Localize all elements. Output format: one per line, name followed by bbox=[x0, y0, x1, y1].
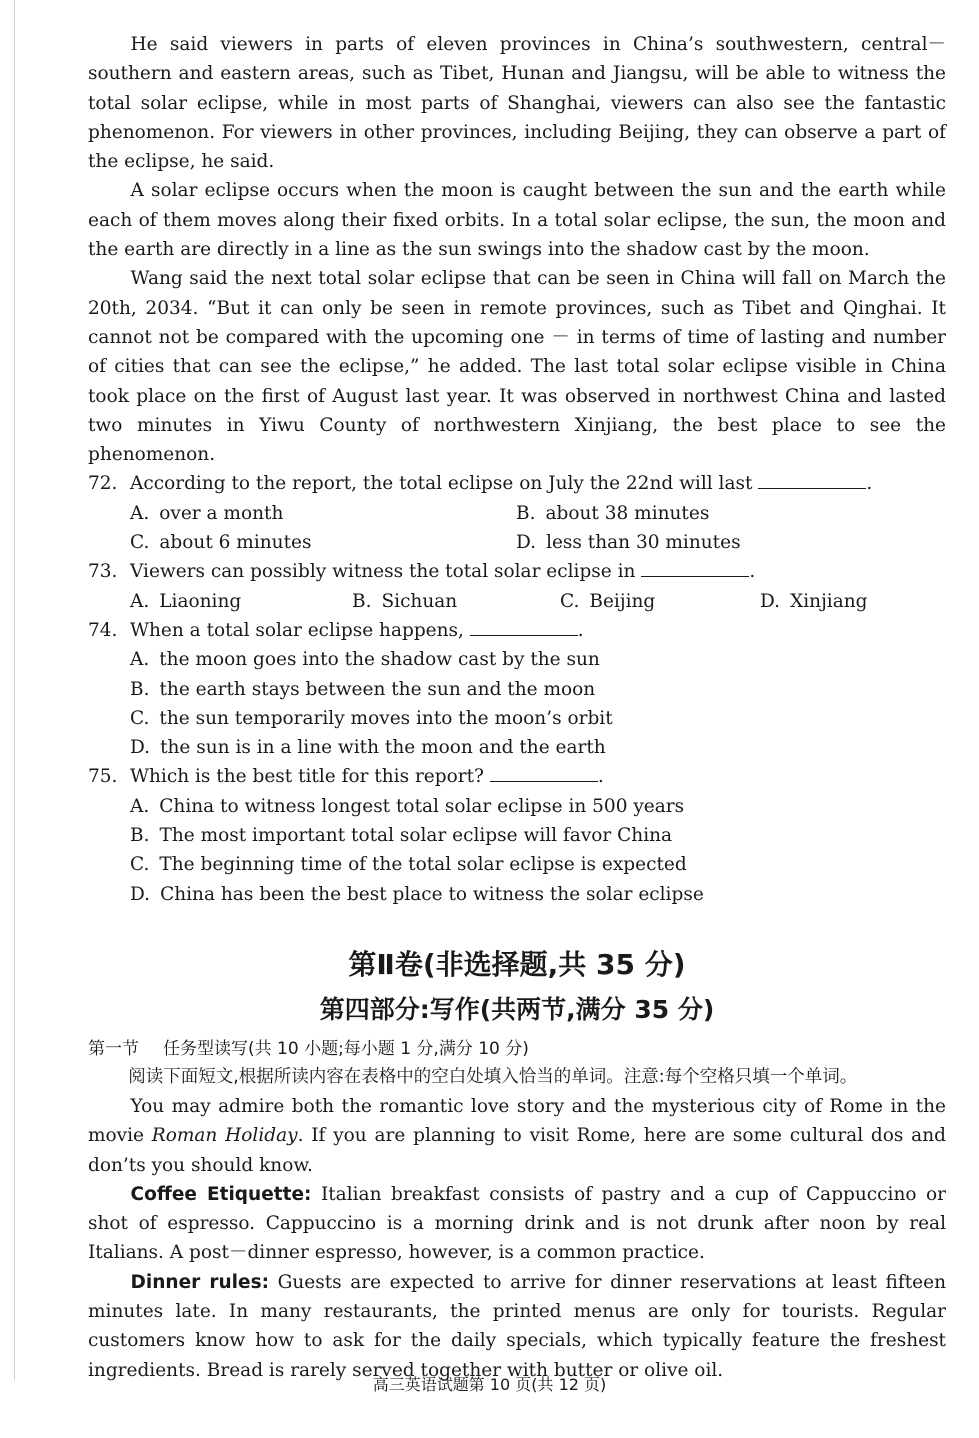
dinner-heading: Dinner rules bbox=[130, 1271, 262, 1293]
part-title: 第四部分:写作(共两节,满分 35 分) bbox=[319, 994, 715, 1024]
option-text: Beijing bbox=[589, 590, 656, 612]
option-letter: B. bbox=[516, 502, 536, 524]
answer-blank bbox=[641, 560, 749, 577]
option-text: The most important total solar eclipse will favor China bbox=[159, 825, 673, 847]
margin-line bbox=[14, 0, 15, 1380]
option-text: The beginning time of the total solar eclipse is expected bbox=[159, 854, 687, 876]
option-letter: B. bbox=[130, 678, 150, 700]
passage-paragraph-2: A solar eclipse occurs when the moon is caught between the sun and the earth while each of them moves along their fixed orbits. In a total solar eclipse, the sun, the moon and the earth are directly in a line as the sun swings into the shadow cast by the moon. bbox=[88, 180, 946, 261]
passage-paragraph-3: Wang said the next total solar eclipse that can be seen in China will fall on March the 20th, 2034. “But it can only be seen in remote provinces, such as Tibet and Qinghai. It cannot not be compared with the upcoming one － in terms of time of lasting and number of cities that can see the eclipse,” he added. The last total solar eclipse visible in China took place on the first of August last year. It was observed in northwest China and lasted two minutes in Yiwu County of northwestern Xinjiang, the best place to see the phenomenon. bbox=[88, 268, 946, 466]
option-a bbox=[130, 587, 352, 616]
dinner-text: Guests are expected to arrive for dinner reservations at least fifteen minutes late. In many restaurants, the printed menus are only for tourists. Regular customers know how to ask for the daily specials, which typically feature the freshest ingredients. Bread is rarely served together with butter or olive oil. bbox=[88, 1271, 946, 1381]
intro-text-end: . If you are planning to visit Rome, here are some cultural dos and don’ts you should know. bbox=[88, 1125, 946, 1176]
coffee-heading: Coffee Etiquette bbox=[130, 1183, 305, 1205]
option-text: the moon goes into the shadow cast by the sun bbox=[159, 649, 600, 671]
option-letter: A. bbox=[130, 590, 150, 612]
option-letter: D. bbox=[516, 532, 537, 554]
passage2-intro bbox=[88, 1092, 946, 1180]
section-title: 任务型读写(共 10 小题;每小题 1 分,满分 10 分) bbox=[163, 1038, 529, 1059]
option-letter: C. bbox=[130, 707, 150, 729]
options-75 bbox=[88, 792, 946, 909]
question-number: 75. bbox=[88, 766, 118, 788]
option-letter: C. bbox=[130, 532, 150, 554]
option-letter: A. bbox=[130, 502, 150, 524]
question-end: . bbox=[749, 561, 756, 583]
passage-paragraph-1: He said viewers in parts of eleven provinces in China’s southwestern, central－southern and eastern areas, such as Tibet, Hunan and Jiangsu, will be able to witness the total solar eclipse, while in most parts of Shanghai, viewers can also see the fantastic phenomenon. For viewers in other provinces, including Beijing, they can observe a part of the eclipse, he said. bbox=[88, 34, 946, 173]
option-c bbox=[560, 587, 760, 616]
option-b bbox=[352, 587, 560, 616]
answer-blank bbox=[470, 619, 578, 636]
question-75 bbox=[88, 762, 946, 791]
option-text: less than 30 minutes bbox=[546, 532, 741, 554]
option-b bbox=[516, 499, 902, 528]
option-letter: B. bbox=[352, 590, 372, 612]
section-instruction: 阅读下面短文,根据所读内容在表格中的空白处填入恰当的单词。注意:每个空格只填一个单词。 bbox=[128, 1066, 858, 1087]
options-72 bbox=[88, 499, 946, 558]
option-text: the sun temporarily moves into the moon’s orbit bbox=[159, 707, 613, 729]
question-73 bbox=[88, 557, 946, 586]
question-end: . bbox=[866, 473, 873, 495]
option-text: about 6 minutes bbox=[159, 532, 312, 554]
question-stem: Viewers can possibly witness the total solar eclipse in bbox=[130, 561, 636, 583]
answer-blank bbox=[758, 472, 866, 489]
intro-text: You may admire both the romantic love story and the mysterious city of Rome in the movie bbox=[88, 1095, 946, 1147]
question-stem: Which is the best title for this report? bbox=[130, 766, 484, 788]
section-label: 第一节 bbox=[88, 1038, 139, 1059]
option-d bbox=[130, 880, 946, 909]
option-letter: B. bbox=[130, 825, 150, 847]
option-text: China has been the best place to witness the solar eclipse bbox=[160, 883, 704, 905]
option-a bbox=[130, 645, 946, 674]
option-letter: D. bbox=[130, 883, 151, 905]
option-letter: C. bbox=[560, 590, 580, 612]
option-text: Liaoning bbox=[159, 590, 242, 612]
option-c bbox=[130, 528, 516, 557]
option-b bbox=[130, 675, 946, 704]
question-end: . bbox=[577, 619, 584, 641]
section-heading bbox=[88, 1035, 946, 1063]
question-72 bbox=[88, 469, 946, 498]
option-text: the earth stays between the sun and the moon bbox=[159, 678, 596, 700]
question-number: 72. bbox=[88, 473, 118, 495]
question-stem: According to the report, the total eclipse on July the 22nd will last bbox=[130, 473, 753, 495]
options-73 bbox=[88, 587, 946, 616]
option-text: about 38 minutes bbox=[545, 502, 710, 524]
option-d bbox=[760, 587, 940, 616]
dinner-paragraph: Dinner rules: Guests are expected to arrive for dinner reservations at least fifteen minutes late. In many restaurants, the printed menus are only for tourists. Regular customers know how to ask for the daily specials, which typically feature the freshest ingredients. Bread is rarely served together with butter or olive oil. bbox=[88, 1271, 946, 1381]
page-footer: 高三英语试题第 10 页(共 12 页) bbox=[372, 1375, 607, 1394]
question-number: 74. bbox=[88, 619, 118, 641]
option-text: Sichuan bbox=[381, 590, 458, 612]
option-text: Xinjiang bbox=[790, 590, 868, 612]
option-letter: A. bbox=[130, 795, 150, 817]
volume-title: 第Ⅱ卷(非选择题,共 35 分) bbox=[348, 947, 686, 981]
coffee-paragraph: Coffee Etiquette: Italian breakfast consists of pastry and a cup of Cappuccino or shot of espresso. Cappuccino is a morning drink and is not drunk after noon by real Italians. A post－dinner espresso, however, is a common practice. bbox=[88, 1183, 946, 1264]
option-letter: D. bbox=[760, 590, 781, 612]
question-stem: When a total solar eclipse happens, bbox=[130, 619, 464, 641]
movie-title: Roman Holiday bbox=[151, 1125, 298, 1147]
question-74 bbox=[88, 616, 946, 645]
option-letter: C. bbox=[130, 854, 150, 876]
answer-blank bbox=[490, 765, 598, 782]
option-c bbox=[130, 850, 946, 879]
option-d bbox=[516, 528, 902, 557]
option-a bbox=[130, 499, 516, 528]
option-text: over a month bbox=[159, 502, 284, 524]
option-letter: D. bbox=[130, 737, 151, 759]
option-text: China to witness longest total solar eclipse in 500 years bbox=[159, 795, 685, 817]
options-74 bbox=[88, 645, 946, 762]
option-c bbox=[130, 704, 946, 733]
option-letter: A. bbox=[130, 649, 150, 671]
coffee-text: Italian breakfast consists of pastry and a cup of Cappuccino or shot of espresso. Cappuccino is a morning drink and is not drunk after noon by real Italians. A post－dinner espresso, however, is a common practice. bbox=[88, 1183, 946, 1264]
option-text: the sun is in a line with the moon and the earth bbox=[160, 737, 606, 759]
question-end: . bbox=[597, 766, 604, 788]
option-b bbox=[130, 821, 946, 850]
option-d bbox=[130, 733, 946, 762]
option-a bbox=[130, 792, 946, 821]
question-number: 73. bbox=[88, 561, 118, 583]
exam-page bbox=[88, 30, 946, 1385]
